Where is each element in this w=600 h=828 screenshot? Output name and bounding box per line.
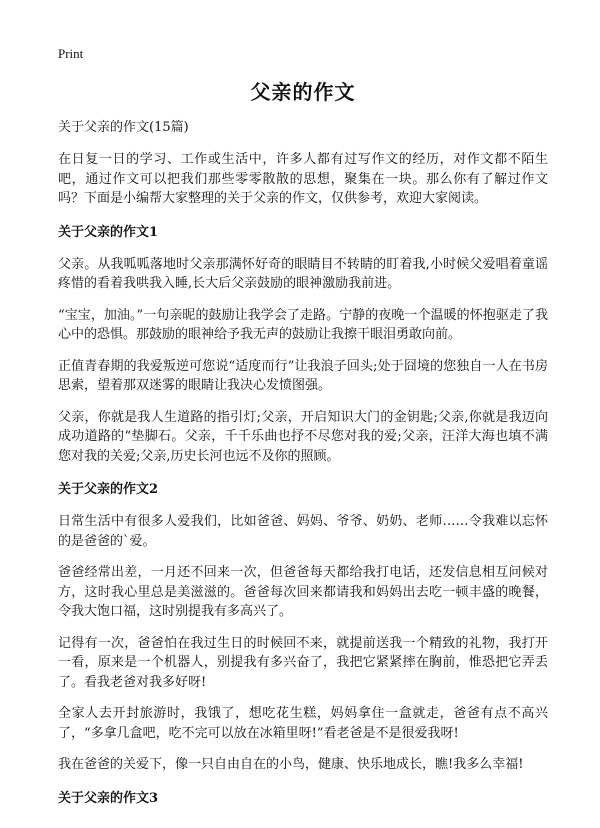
intro-paragraph: 在日复一日的学习、工作或生活中，许多人都有过写作文的经历，对作文都不陌生吧，通过作文可以把我们那些零零散散的思想，聚集在一块。那么你有了解过作文吗？下面是小编帮大家整理的关于父亲的作文，仅供参考，欢迎大家阅读。	[58, 152, 548, 206]
paragraph: “宝宝，加油。”一句亲昵的鼓励让我学会了走路。宁静的夜晚一个温暖的怀抱驱走了我心中的恐惧。那鼓励的眼神给予我无声的鼓励让我擦干眼泪勇敢向前。	[58, 307, 548, 342]
paragraph: 父亲，你就是我人生道路的指引灯;父亲，开启知识大门的金钥匙;父亲,你就是我迈向成功道路的“垫脚石。父亲，千千乐曲也抒不尽您对我的爱;父亲，汪洋大海也填不满您对我的关爱;父亲,历史长河也远不及你的照顾。	[58, 409, 548, 464]
article-subtitle: 关于父亲的作文(15篇)	[58, 120, 189, 135]
page-title: 父亲的作文	[250, 80, 356, 104]
print-link[interactable]: Print	[58, 46, 84, 61]
paragraph: 正值青春期的我爱叛逆可您说“适度而行”让我浪子回头;处于囧境的您独自一人在书房思索，望着那双迷雾的眼睛让我决心发愤图强。	[58, 358, 548, 393]
section-heading-3: 关于父亲的作文3	[58, 790, 159, 806]
section-heading-1: 关于父亲的作文1	[58, 224, 159, 240]
paragraph: 父亲。从我呱呱落地时父亲那满怀好奇的眼睛目不转睛的盯着我,小时候父爱唱着童谣疼惜的看着我哄我入睡,长大后父亲鼓励的眼神激励我前进。	[58, 256, 548, 291]
paragraph: 我在爸爸的关爱下，像一只自由自在的小鸟，健康、快乐地成长，瞧!我多么幸福!	[58, 757, 524, 772]
paragraph: 日常生活中有很多人爱我们，比如爸爸、妈妈、爷爷、奶奶、老师……令我难以忘怀的是爸爸的`爱。	[58, 514, 548, 549]
paragraph: 爸爸经常出差，一月还不回来一次，但爸爸每天都给我打电话，还发信息相互问候对方，这时我心里总是美滋滋的。爸爸每次回来都请我和妈妈出去吃一顿丰盛的晚餐，令我大饱口福，这时别提我有多高兴了。	[58, 565, 548, 619]
paragraph: 记得有一次，爸爸怕在我过生日的时候回不来，就提前送我一个精致的礼物，我打开一看，原来是一个机器人，别提我有多兴奋了，我把它紧紧摔在胸前，惟恐把它弄丢了。看我老爸对我多好呀!	[58, 635, 548, 690]
paragraph: 全家人去开封旅游时，我饿了，想吃花生糕，妈妈拿住一盒就走，爸爸有点不高兴了，“多拿几盒吧，吃不完可以放在冰箱里呀!”看老爸是不是很爱我呀!	[58, 706, 548, 741]
section-heading-2: 关于父亲的作文2	[58, 482, 159, 497]
